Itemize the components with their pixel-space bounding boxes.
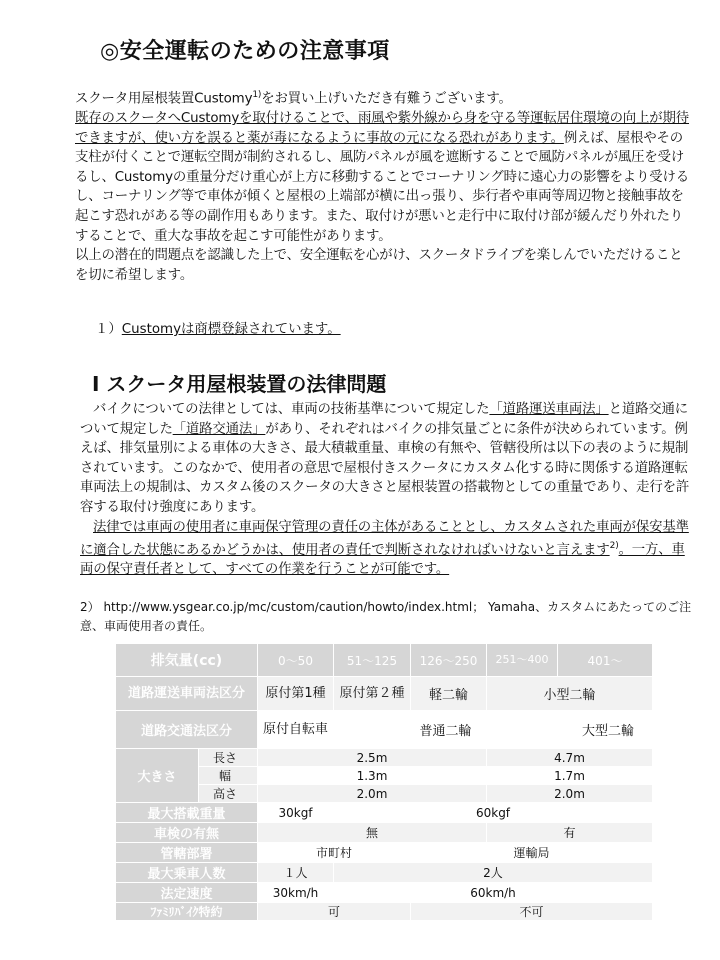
table-row [116, 903, 653, 921]
user-responsibility-text: 法律では車両の使用者に車両保守管理の責任の主体があることとし、カスタムされた車両が保安基準に適合した状態にあるかどうかは、使用者の責任で判断されなければいけないと言えます [80, 519, 689, 558]
table-cell: 2.0m [487, 785, 653, 803]
intro-side-effects-text: 例えば、屋根やその支柱が付くことで運転空間が制約されるし、風防パネルが風を遮断することで風防パネルが風圧を受けるし、Customyの重量分だけ重心が上方に移動することでコーナリング時に遠心力の影響をより受けるし、コーナリング等で車体が傾くと屋根の上端部が横に出っ張り、歩行者や車両等周辺物と接触事故を起こす恐れがある等の副作用もあります。また、取付けが悪いと走行中に取付け部が緩んだり外れたりすることで、重大な事故を起こす可能性があります。 [75, 130, 690, 244]
table-cell: 不可 [411, 903, 653, 921]
header-displacement: 排気量(cc) [116, 644, 258, 677]
table-cell: 市町村 [258, 843, 411, 863]
table-cell: 2人 [334, 863, 653, 883]
size-length-label: 長さ [199, 749, 258, 767]
intro-closing-text: 以上の潜在的問題点を認識した上で、安全運転を心がけ、スクータドライブを楽しんでいただけることを切に希望します。 [75, 248, 683, 283]
trademark-note-number: １） [95, 322, 122, 337]
table-row [116, 677, 653, 711]
row-label-speed: 法定速度 [116, 883, 258, 903]
table-row [116, 843, 653, 863]
table-cell: 2.5m [258, 749, 487, 767]
header-251-400: 251～400 [487, 644, 558, 677]
table-cell: 30kgf [258, 803, 334, 823]
trademark-note-text: Customyは商標登録されています。 [121, 322, 341, 337]
intro-underlined-text: 既存のスクータへCustomyを取付けることで、雨風や紫外線から身を守る等運転居住環境の向上が期待できますが、使い方を誤ると薬が毒になるように事故の元になる恐れがあります。 [75, 111, 690, 146]
footnote-ref-1: 1) [252, 90, 262, 100]
table-header-row [116, 644, 653, 677]
row-label-family-bike: ﾌｧﾐﾘﾊﾞｲｸ特約 [116, 903, 258, 921]
size-height-label: 高さ [199, 785, 258, 803]
table-cell: 30km/h [258, 883, 334, 903]
section-paragraph [80, 400, 690, 580]
table-cell: 2.0m [258, 785, 487, 803]
row-label-authority: 管轄部署 [116, 843, 258, 863]
size-width-label: 幅 [199, 767, 258, 785]
row-label-size: 大きさ [116, 749, 199, 803]
road-vehicle-law-ref: 「道路運送車両法」 [489, 402, 609, 417]
regulation-table [115, 643, 653, 921]
table-cell: 軽二輪 [411, 677, 487, 711]
table-cell: 60km/h [334, 883, 653, 903]
row-label-inspection: 車検の有無 [116, 823, 258, 843]
table-cell: 有 [487, 823, 653, 843]
footnote-ref-2: 2) [609, 541, 619, 552]
table-cell: 無 [258, 823, 487, 843]
table-cell: 原付第1種 [258, 677, 334, 711]
intro-line-1-rest: をお買い上げいただき有難うございます。 [261, 91, 512, 107]
header-51-125: 51～125 [334, 644, 411, 677]
table-cell: 4.7m [487, 749, 653, 767]
table-row [116, 823, 653, 843]
table-cell: 60kgf [334, 803, 653, 823]
table-cell: 小型二輪 [487, 677, 653, 711]
table-cell: 普通二輪 [334, 711, 558, 749]
table-cell: 1.7m [487, 767, 653, 785]
intro-line-1: スクータ用屋根装置Customy [75, 91, 253, 107]
header-126-250: 126～250 [411, 644, 487, 677]
table-cell: 1.3m [258, 767, 487, 785]
table-cell: 運輸局 [411, 843, 653, 863]
user-responsibility-text-2: 。一方、車両の保守責任者として、すべての作業を行うことが可能です。 [80, 542, 685, 578]
table-cell: 原付第２種 [334, 677, 411, 711]
section-text-e: があり、それぞれはバイクの排気量ごとに条件が決められています。例えば、排気量別による車体の大きさ、最大積載重量、車検の有無や、管轄役所は以下の表のように規制されています。このなかで、使用者の意思で屋根付きスクータにカスタム化する時に関係する道路運転車両法上の規制は、カスタム後のスクータの大きさと屋根装置の搭載物としての重量であり、走行を許容する取付け強度にあります。 [80, 421, 690, 515]
row-label-max-load: 最大搭載重量 [116, 803, 258, 823]
footnote-2: 2） http://www.ysgear.co.jp/mc/custom/caution/howto/index.html； Yamaha、カスタムにあたってのご注意、車両使用者の責任。 [80, 600, 692, 633]
road-traffic-law-ref: 「道路交通法」 [172, 421, 266, 437]
page-title: ◎安全運転のための注意事項 [100, 39, 390, 64]
table-row [116, 803, 653, 823]
section-text-c: と道路交通について規定した [80, 402, 689, 437]
trademark-note [95, 320, 341, 340]
row-label-passengers: 最大乗車人数 [116, 863, 258, 883]
header-0-50: 0～50 [258, 644, 334, 677]
header-401-plus: 401～ [558, 644, 653, 677]
row-label-traffic-law: 道路交通法区分 [116, 711, 258, 749]
row-label-vehicle-law: 道路運送車両法区分 [116, 677, 258, 711]
section-heading: Ⅰ スクータ用屋根装置の法律問題 [92, 372, 387, 396]
table-cell: 原付自転車 [258, 711, 334, 749]
table-row [116, 883, 653, 903]
table-cell: 可 [258, 903, 411, 921]
table-cell: １人 [258, 863, 334, 883]
table-cell: 大型二輪 [558, 711, 653, 749]
intro-paragraph [75, 86, 695, 285]
table-row [116, 749, 653, 767]
section-text-a: バイクについての法律としては、車両の技術基準について規定した [93, 402, 490, 417]
table-row [116, 711, 653, 749]
table-row [116, 863, 653, 883]
